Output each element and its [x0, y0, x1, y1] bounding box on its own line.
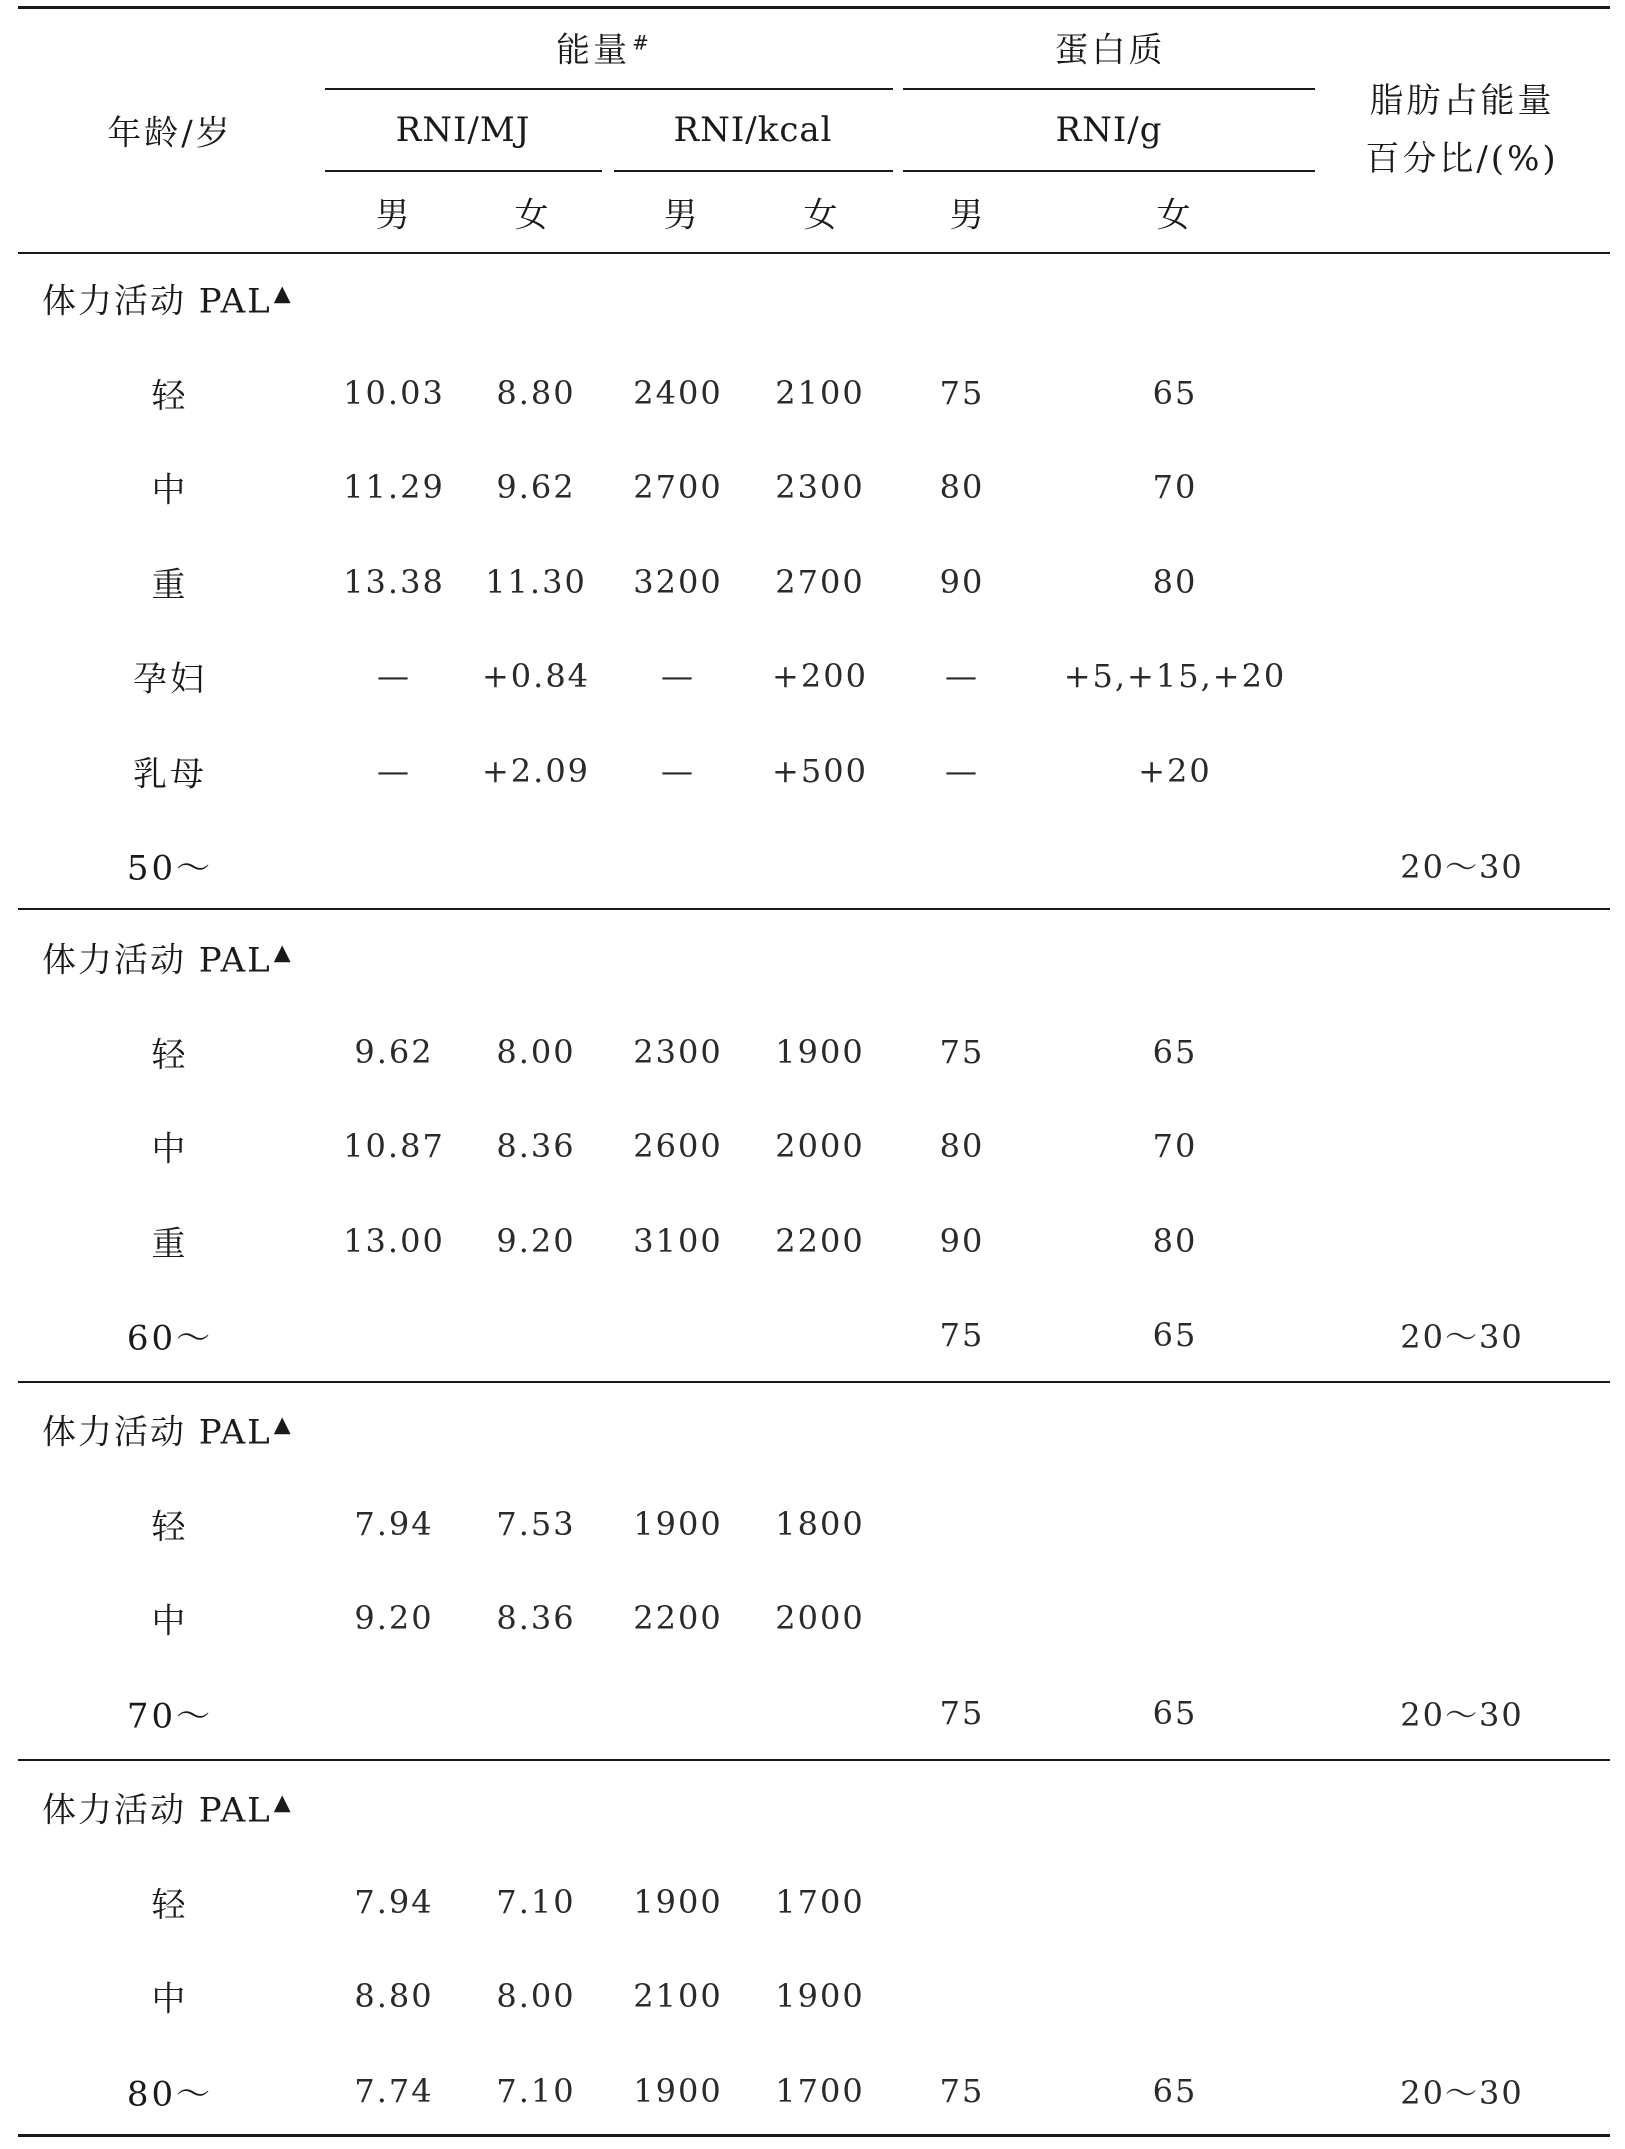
- pal-heading-mark: ▲: [273, 940, 293, 966]
- pal-heading: [42, 1405, 293, 1454]
- section-rule: [18, 1381, 1610, 1383]
- row-label: 60～: [126, 1318, 214, 1359]
- cell-mj-f: 9.62: [496, 468, 576, 506]
- row-label: 80～: [126, 2074, 214, 2114]
- row-label: 中: [151, 470, 189, 511]
- cell-mj-m: 7.94: [354, 1504, 434, 1543]
- top-rule: [18, 6, 1610, 9]
- section-rule: [18, 2134, 1610, 2137]
- cell-g-m: 90: [939, 1221, 985, 1260]
- cell-mj-f: +2.09: [481, 751, 591, 790]
- cell-mj-f: 8.36: [496, 1127, 576, 1165]
- mj-female-header: 女: [514, 195, 552, 236]
- row-label: 70～: [126, 1696, 214, 1736]
- cell-kcal-f: 2000: [775, 1127, 865, 1165]
- cell-kcal-m: 2700: [633, 468, 723, 506]
- cell-kcal-m: —: [661, 657, 695, 695]
- energy-header-mark: #: [632, 30, 652, 55]
- cell-mj-m: 7.74: [354, 2071, 434, 2110]
- cell-mj-m: 7.94: [354, 1882, 434, 1921]
- pal-heading-mark: ▲: [273, 281, 293, 307]
- mj-underline: [325, 170, 602, 172]
- row-label: 中: [151, 1601, 189, 1642]
- cell-g-f: 70: [1152, 1127, 1198, 1165]
- pal-heading: [42, 1783, 293, 1832]
- cell-g-m: —: [945, 751, 979, 790]
- fat-header-line2: 百分比/(%): [1365, 139, 1559, 179]
- cell-mj-f: 8.80: [496, 373, 576, 412]
- pal-heading: [42, 274, 293, 323]
- cell-kcal-m: 2100: [633, 1977, 723, 2015]
- cell-fat: 20～30: [1400, 2073, 1524, 2112]
- cell-g-f: 80: [1152, 562, 1198, 601]
- cell-g-f: 70: [1152, 468, 1198, 506]
- row-label: 轻: [151, 1885, 189, 1925]
- cell-kcal-m: 2300: [633, 1032, 723, 1071]
- cell-mj-m: 10.03: [343, 373, 445, 412]
- row-label: 重: [151, 1224, 189, 1264]
- pal-heading-label: 体力活动 PAL: [42, 1412, 272, 1453]
- cell-mj-f: +0.84: [481, 657, 591, 695]
- cell-g-m: 80: [939, 468, 985, 506]
- cell-g-f: 65: [1152, 1316, 1198, 1354]
- kcal-underline: [614, 170, 893, 172]
- cell-kcal-m: 3100: [633, 1221, 723, 1260]
- row-label: 中: [151, 1129, 189, 1170]
- cell-fat: 20～30: [1400, 848, 1524, 886]
- row-label: 50～: [126, 848, 214, 889]
- cell-g-f: 65: [1152, 2071, 1198, 2110]
- cell-g-m: 75: [939, 373, 985, 412]
- cell-g-f: 65: [1152, 1693, 1198, 1732]
- cell-mj-m: 13.38: [343, 562, 445, 601]
- header-bottom-rule: [18, 252, 1610, 254]
- cell-g-f: 80: [1152, 1221, 1198, 1260]
- row-label: 孕妇: [133, 659, 207, 700]
- cell-g-m: 80: [939, 1127, 985, 1165]
- cell-mj-f: 8.36: [496, 1599, 576, 1637]
- cell-g-m: 75: [939, 1693, 985, 1732]
- cell-g-f: 65: [1152, 373, 1198, 412]
- cell-mj-m: 9.20: [354, 1599, 434, 1637]
- cell-kcal-m: —: [661, 751, 695, 790]
- cell-kcal-f: 2700: [775, 562, 865, 601]
- cell-kcal-f: 2100: [775, 373, 865, 412]
- g-male-header: 男: [949, 195, 987, 236]
- energy-header-label: 能量: [556, 30, 631, 71]
- energy-header: [556, 23, 652, 72]
- cell-mj-f: 8.00: [496, 1032, 576, 1071]
- section-rule: [18, 1759, 1610, 1761]
- cell-mj-f: 7.53: [496, 1504, 576, 1543]
- age-header: 年龄/岁: [107, 113, 233, 154]
- rni-kcal-header: RNI/kcal: [673, 110, 833, 150]
- pal-heading: [42, 933, 293, 982]
- pal-heading-label: 体力活动 PAL: [42, 1790, 272, 1831]
- cell-g-m: 75: [939, 2071, 985, 2110]
- cell-kcal-f: 1900: [775, 1032, 865, 1071]
- pal-heading-label: 体力活动 PAL: [42, 281, 272, 322]
- cell-mj-f: 7.10: [496, 1882, 576, 1921]
- cell-fat: 20～30: [1400, 1695, 1524, 1734]
- rni-g-header: RNI/g: [1055, 110, 1163, 150]
- cell-mj-m: 11.29: [343, 468, 445, 506]
- pal-heading-mark: ▲: [273, 1790, 293, 1816]
- cell-mj-f: 11.30: [485, 562, 587, 601]
- cell-kcal-m: 1900: [633, 2071, 723, 2110]
- row-label: 轻: [151, 376, 189, 416]
- cell-g-m: 75: [939, 1032, 985, 1071]
- cell-mj-m: 13.00: [343, 1221, 445, 1260]
- protein-underline: [903, 88, 1315, 90]
- cell-kcal-f: +200: [772, 657, 868, 695]
- protein-header: 蛋白质: [1054, 30, 1166, 71]
- cell-kcal-f: 2300: [775, 468, 865, 506]
- g-underline: [903, 170, 1315, 172]
- row-label: 重: [151, 565, 189, 605]
- cell-mj-m: 9.62: [354, 1032, 434, 1071]
- row-label: 乳母: [133, 754, 207, 794]
- cell-kcal-m: 2600: [633, 1127, 723, 1165]
- cell-kcal-f: 2000: [775, 1599, 865, 1637]
- row-label: 中: [151, 1979, 189, 2020]
- cell-mj-f: 7.10: [496, 2071, 576, 2110]
- cell-kcal-m: 3200: [633, 562, 723, 601]
- cell-mj-m: —: [377, 751, 411, 790]
- cell-kcal-f: +500: [772, 751, 868, 790]
- cell-kcal-f: 2200: [775, 1221, 865, 1260]
- cell-g-f: 65: [1152, 1032, 1198, 1071]
- energy-underline: [325, 88, 893, 90]
- row-label: 轻: [151, 1035, 189, 1075]
- section-rule: [18, 908, 1610, 910]
- cell-fat: 20～30: [1400, 1318, 1524, 1356]
- mj-male-header: 男: [375, 195, 413, 236]
- cell-g-m: 75: [939, 1316, 985, 1354]
- cell-mj-m: 10.87: [343, 1127, 445, 1165]
- cell-mj-m: —: [377, 657, 411, 695]
- cell-g-f: +5,+15,+20: [1063, 657, 1287, 695]
- cell-kcal-f: 1900: [775, 1977, 865, 2015]
- row-label: 轻: [151, 1507, 189, 1547]
- cell-kcal-m: 2400: [633, 373, 723, 412]
- pal-heading-mark: ▲: [273, 1412, 293, 1438]
- kcal-male-header: 男: [663, 195, 701, 236]
- cell-g-m: 90: [939, 562, 985, 601]
- cell-kcal-f: 1700: [775, 1882, 865, 1921]
- cell-kcal-f: 1800: [775, 1504, 865, 1543]
- rni-mj-header: RNI/MJ: [395, 110, 531, 150]
- cell-mj-f: 8.00: [496, 1977, 576, 2015]
- cell-kcal-m: 2200: [633, 1599, 723, 1637]
- g-female-header: 女: [1156, 195, 1194, 236]
- cell-kcal-f: 1700: [775, 2071, 865, 2110]
- pal-heading-label: 体力活动 PAL: [42, 940, 272, 981]
- cell-mj-m: 8.80: [354, 1977, 434, 2015]
- cell-kcal-m: 1900: [633, 1504, 723, 1543]
- kcal-female-header: 女: [803, 195, 841, 236]
- cell-g-f: +20: [1138, 751, 1212, 790]
- cell-g-m: —: [945, 657, 979, 695]
- cell-mj-f: 9.20: [496, 1221, 576, 1260]
- fat-header: [1365, 72, 1558, 188]
- fat-header-line1: 脂肪占能量: [1369, 81, 1555, 121]
- cell-kcal-m: 1900: [633, 1882, 723, 1921]
